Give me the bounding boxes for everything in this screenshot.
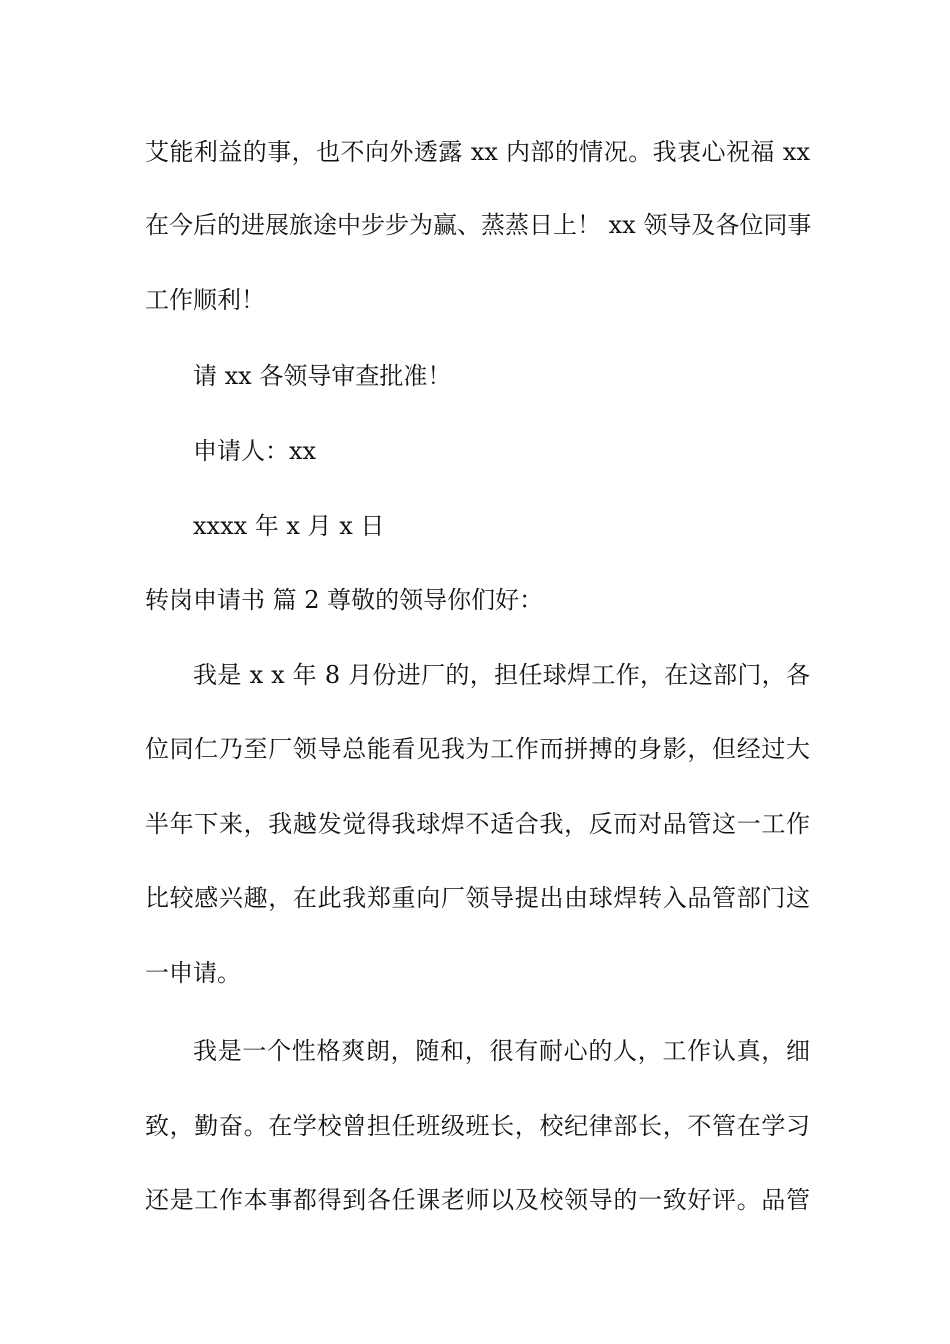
text-line: 工作顺利！	[145, 286, 265, 314]
text-line: 我是 x x 年 8 月份进厂的，担任球焊工作，在这部门，各	[193, 661, 810, 689]
text-line: 在今后的进展旅途中步步为赢、蒸蒸日上！ xx 领导及各位同事	[145, 211, 812, 239]
text-line: xxxx 年 x 月 x 日	[193, 512, 385, 540]
text-line: 我是一个性格爽朗，随和，很有耐心的人，工作认真，细	[193, 1037, 810, 1065]
text-line: 位同仁乃至厂领导总能看见我为工作而拼搏的身影，但经过大	[145, 735, 810, 763]
section-heading: 转岗申请书 篇 2 尊敬的领导你们好：	[145, 586, 544, 614]
text-line: 致，勤奋。在学校曾担任班级班长，校纪律部长，不管在学习	[145, 1112, 810, 1140]
text-line: 比较感兴趣，在此我郑重向厂领导提出由球焊转入品管部门这	[145, 884, 810, 912]
text-line: 还是工作本事都得到各任课老师以及校领导的一致好评。品管	[145, 1186, 810, 1214]
text-line: 艾能利益的事，也不向外透露 xx 内部的情况。我衷心祝福 xx	[145, 138, 810, 166]
text-line: 半年下来，我越发觉得我球焊不适合我，反而对品管这一工作	[145, 810, 810, 838]
text-line: 申请人：xx	[193, 437, 317, 465]
text-line: 请 xx 各领导审查批准！	[193, 362, 452, 390]
text-line: 一申请。	[145, 959, 241, 987]
